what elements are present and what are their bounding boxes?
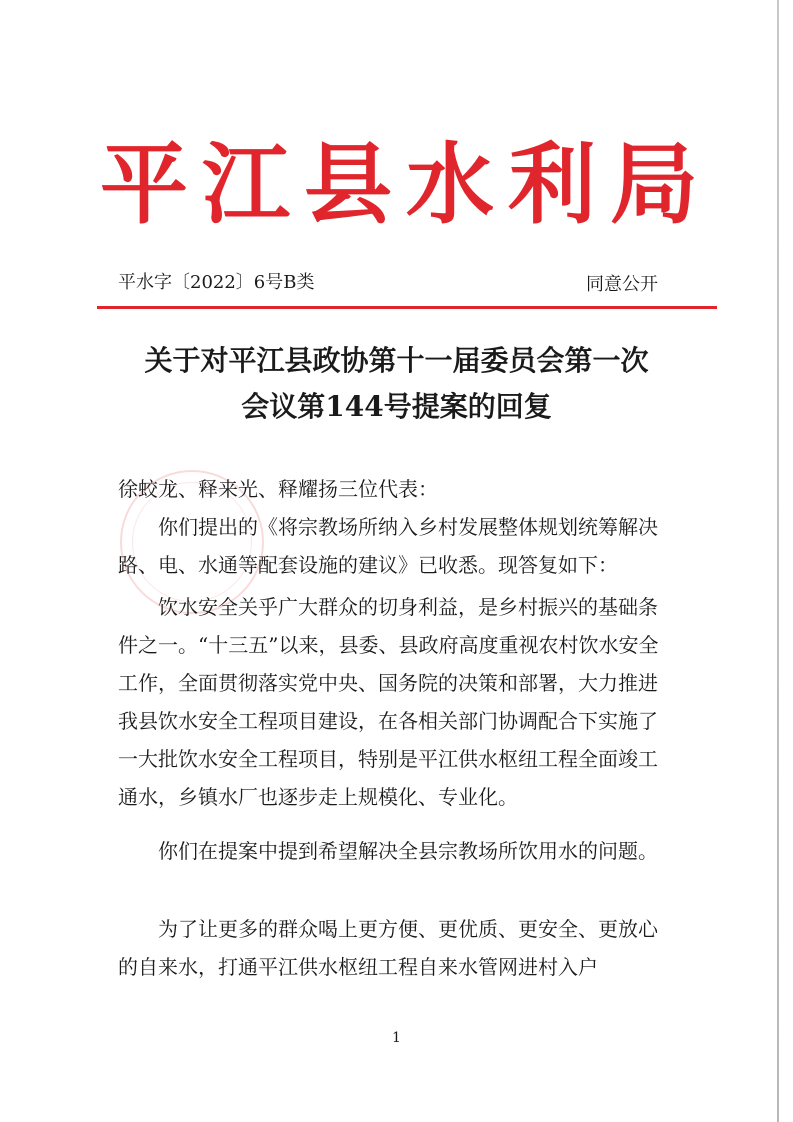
salutation: 徐蛟龙、释来光、释耀扬三位代表： <box>118 477 438 501</box>
page-number: 1 <box>392 1030 401 1046</box>
document-heading-line1: 关于对平江县政协第十一届委员会第一次 <box>144 344 649 377</box>
body-paragraph: 为了让更多的群众喝上更方便、更优质、更安全、更放心的自来水，打通平江供水枢纽工程自来水管网进村入户 <box>118 917 658 979</box>
letterhead-org-name: 平江县水利局 <box>100 133 713 236</box>
body-paragraph: 饮水安全关乎广大群众的切身利益，是乡村振兴的基础条件之一。“十三五”以来，县委、县政府高度重视农村饮水安全工作，全面贯彻落实党中央、国务院的决策和部署，大力推进我县饮水安全工程项目建设，在各相关部门协调配合下实施了一大批饮水安全工程项目，特别是平江供水枢纽工程全面竣工通水，乡镇水厂也逐步走上规模化、专业化。 <box>118 595 659 809</box>
release-status: 同意公开 <box>586 274 658 295</box>
page-edge-shadow <box>777 0 779 1122</box>
body-paragraph: 你们在提案中提到希望解决全县宗教场所饮用水的问题。 <box>158 839 658 863</box>
document-number: 平水字〔2022〕6号B类 <box>118 272 315 293</box>
document-heading-line2: 会议第144号提案的回复 <box>241 390 552 423</box>
letterhead-red-rule <box>97 306 717 309</box>
body-paragraph: 你们提出的《将宗教场所纳入乡村发展整体规划统筹解决路、电、水通等配套设施的建议》已收悉。现答复如下： <box>118 515 658 577</box>
